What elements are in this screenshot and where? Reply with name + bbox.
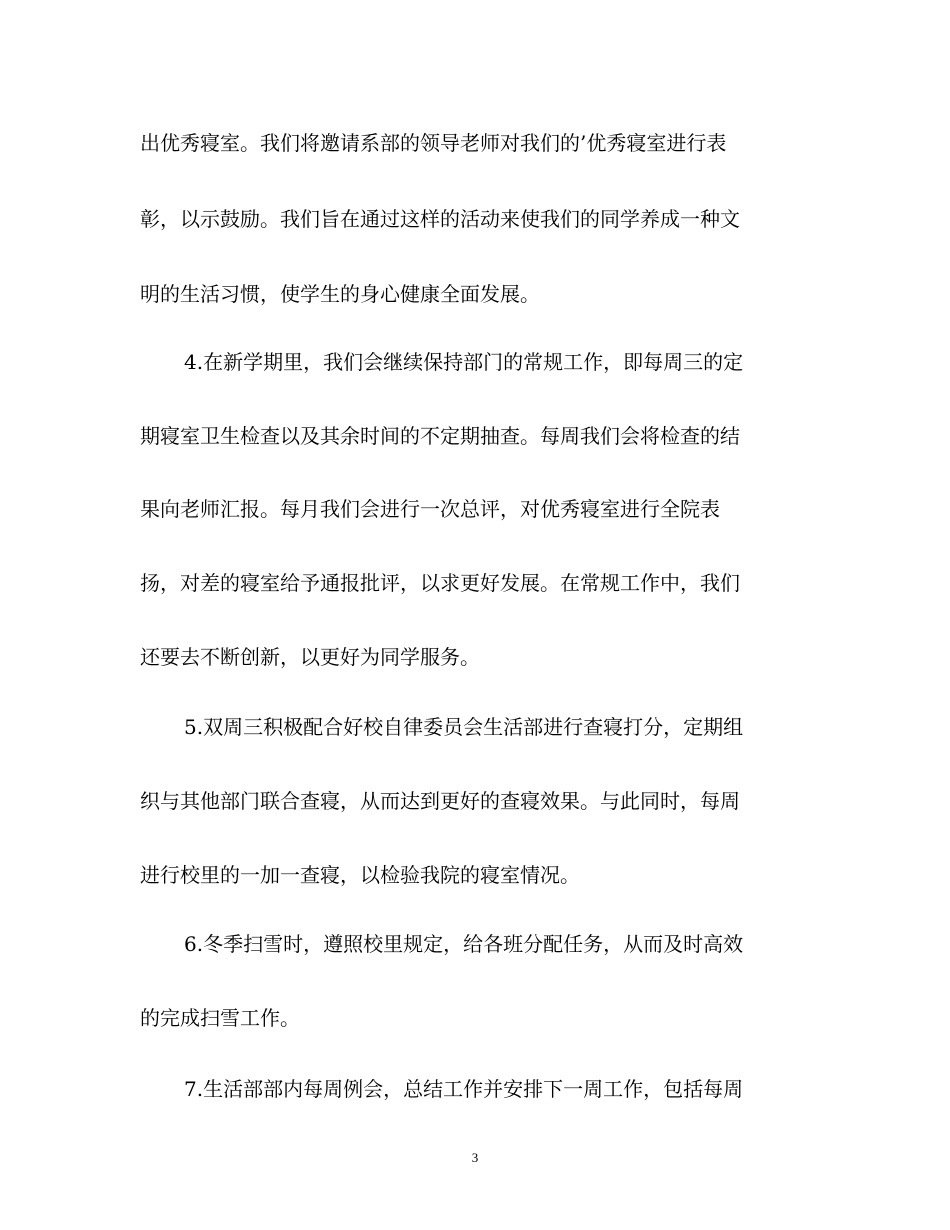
text-line: 进行校里的一加一查寝，以检验我院的寝室情况。 <box>140 863 580 887</box>
list-item-6-line: 6.冬季扫雪时，遵照校里规定，给各班分配任务，从而及时高效 <box>184 932 744 956</box>
list-item-5-line: 5.双周三积极配合好校自律委员会生活部进行查寝打分，定期组 <box>184 715 744 739</box>
list-item-4-line: 4.在新学期里，我们会继续保持部门的常规工作，即每周三的定 <box>184 350 744 374</box>
text-line: 织与其他部门联合查寝，从而达到更好的查寝效果。与此同时，每周 <box>140 789 740 813</box>
page-number: 3 <box>471 1150 479 1165</box>
text-line: 出优秀寝室。我们将邀请系部的领导老师对我们的’优秀寝室进行表 <box>140 131 727 155</box>
text-line: 扬，对差的寝室给予通报批评，以求更好发展。在常规工作中，我们 <box>140 571 740 595</box>
text-line: 还要去不断创新，以更好为同学服务。 <box>140 645 480 669</box>
text-line: 期寝室卫生检查以及其余时间的不定期抽查。每周我们会将检查的结 <box>140 424 740 448</box>
text-line: 果向老师汇报。每月我们会进行一次总评，对优秀寝室进行全院表 <box>140 497 720 521</box>
list-item-7-line: 7.生活部部内每周例会，总结工作并安排下一周工作，包括每周 <box>184 1077 744 1101</box>
text-line: 的完成扫雪工作。 <box>140 1006 300 1030</box>
text-line: 明的生活习惯，使学生的身心健康全面发展。 <box>140 282 540 306</box>
text-line: 彰，以示鼓励。我们旨在通过这样的活动来使我们的同学养成一种文 <box>140 207 740 231</box>
